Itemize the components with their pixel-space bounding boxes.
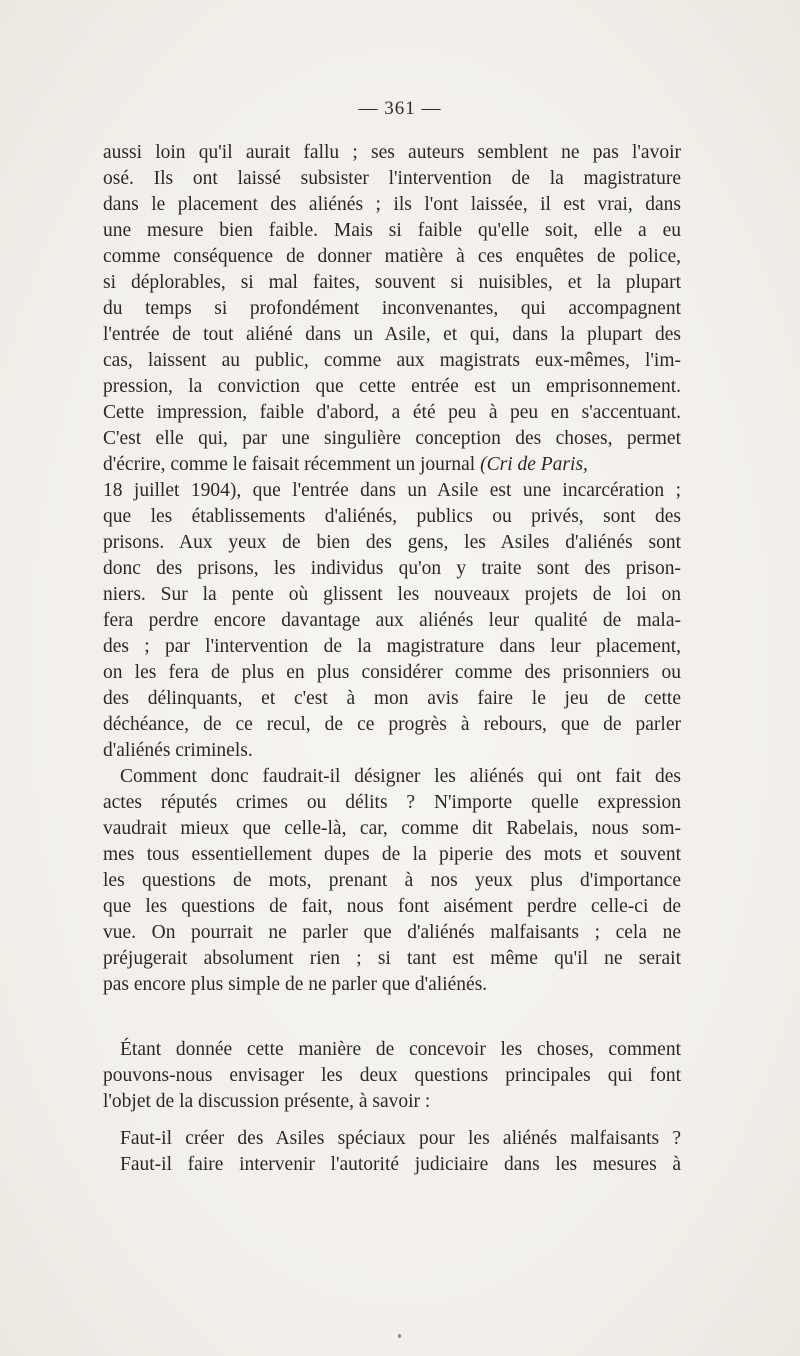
text-line: actes réputés crimes ou délits ? N'importe quelle expression [103, 792, 681, 813]
text-line: vaudrait mieux que celle-là, car, comme dit Rabelais, nous som- [103, 818, 681, 839]
text-line: Faut-il faire intervenir l'autorité judiciaire dans les mesures à [120, 1154, 681, 1175]
text-line: C'est elle qui, par une singulière conception des choses, permet [103, 428, 681, 449]
text-line: osé. Ils ont laissé subsister l'intervention de la magistrature [103, 168, 681, 189]
text-line: une mesure bien faible. Mais si faible qu'elle soit, elle a eu [103, 220, 681, 241]
text-line: vue. On pourrait ne parler que d'aliénés malfaisants ; cela ne [103, 922, 681, 943]
text-line: du temps si profondément inconvenantes, qui accompagnent [103, 298, 681, 319]
text-line: 18 juillet 1904), que l'entrée dans un Asile est une incarcération ; [103, 480, 681, 501]
text-line-fragment: d'écrire, comme le faisait récemment un journal [103, 454, 481, 475]
journal-title: (Cri de Paris, [480, 454, 588, 475]
text-line: Faut-il créer des Asiles spéciaux pour les aliénés malfaisants ? [120, 1128, 681, 1149]
text-line: Étant donnée cette manière de concevoir les choses, comment [120, 1039, 681, 1060]
text-line: Comment donc faudrait-il désigner les aliénés qui ont fait des [120, 766, 681, 787]
text-line: préjugerait absolument rien ; si tant est même qu'il ne serait [103, 948, 681, 969]
text-line: on les fera de plus en plus considérer comme des prisonniers ou [103, 662, 681, 683]
text-line: comme conséquence de donner matière à ces enquêtes de police, [103, 246, 681, 267]
text-line: donc des prisons, les individus qu'on y traite sont des prison- [103, 558, 681, 579]
text-line: que les établissements d'aliénés, publics ou privés, sont des [103, 506, 681, 527]
text-line: que les questions de fait, nous font aisément perdre celle-ci de [103, 896, 681, 917]
text-line: des ; par l'intervention de la magistrature dans leur placement, [103, 636, 681, 657]
text-line: prisons. Aux yeux de bien des gens, les Asiles d'aliénés sont [103, 532, 681, 553]
page-number: — 361 — [358, 98, 442, 119]
text-line: déchéance, de ce recul, de ce progrès à rebours, que de parler [103, 714, 681, 735]
text-line: l'objet de la discussion présente, à savoir : [103, 1091, 431, 1112]
text-line: l'entrée de tout aliéné dans un Asile, et qui, dans la plupart des [103, 324, 681, 345]
text-line: niers. Sur la pente où glissent les nouveaux projets de loi on [103, 584, 681, 605]
text-line: pouvons-nous envisager les deux questions principales qui font [103, 1065, 681, 1086]
text-line: si déplorables, si mal faites, souvent si nuisibles, et la plupart [103, 272, 681, 293]
text-line: fera perdre encore davantage aux aliénés leur qualité de mala- [103, 610, 681, 631]
text-line: aussi loin qu'il aurait fallu ; ses auteurs semblent ne pas l'avoir [103, 142, 681, 163]
text-line: pas encore plus simple de ne parler que d'aliénés. [103, 974, 488, 995]
text-line: mes tous essentiellement dupes de la piperie des mots et souvent [103, 844, 681, 865]
text-line: pression, la conviction que cette entrée est un emprisonnement. [103, 376, 681, 397]
text-line: Cette impression, faible d'abord, a été peu à peu en s'accentuant. [103, 402, 681, 423]
text-line: dans le placement des aliénés ; ils l'ont laissée, il est vrai, dans [103, 194, 681, 215]
text-line: des délinquants, et c'est à mon avis faire le jeu de cette [103, 688, 681, 709]
text-line: cas, laissent au public, comme aux magistrats eux-mêmes, l'im- [103, 350, 681, 371]
paper-speck [398, 1334, 401, 1338]
text-line: d'aliénés criminels. [103, 740, 253, 761]
text-line [103, 452, 681, 478]
text-line: les questions de mots, prenant à nos yeux plus d'importance [103, 870, 681, 891]
